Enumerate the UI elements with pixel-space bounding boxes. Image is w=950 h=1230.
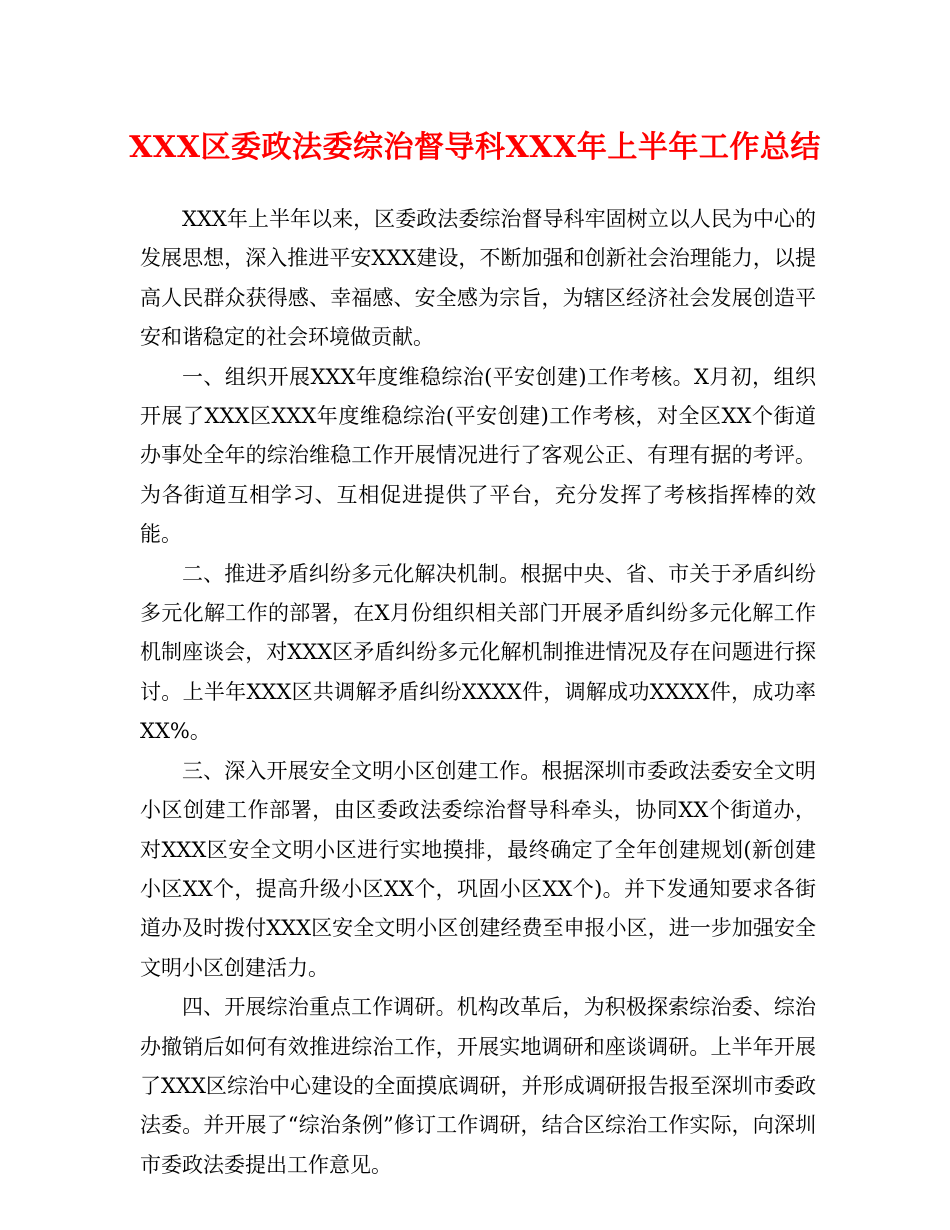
paragraph-intro: XXX年上半年以来，区委政法委综治督导科牢固树立以人民为中心的发展思想，深入推进平安XXX建设，不断加强和创新社会治理能力，以提高人民群众获得感、幸福感、安全感为宗旨，为辖区经济社会发展创造平安和谐稳定的社会环境做贡献。 <box>140 207 816 350</box>
document-title: XXX区委政法委综治督导科XXX年上半年工作总结 <box>129 130 821 165</box>
document-body <box>140 200 816 1185</box>
paragraph-section-4: 四、开展综治重点工作调研。机构改革后，为积极探索综治委、综治办撤销后如何有效推进综治工作，开展实地调研和座谈调研。上半年开展了XXX区综治中心建设的全面摸底调研，并形成调研报告报至深圳市委政法委。并开展了“综治条例”修订工作调研，结合区综治工作实际，向深圳市委政法委提出工作意见。 <box>140 995 816 1177</box>
paragraph-section-1: 一、组织开展XXX年度维稳综治(平安创建)工作考核。X月初，组织开展了XXX区XXX年度维稳综治(平安创建)工作考核，对全区XX个街道办事处全年的综治维稳工作开展情况进行了客观公正、有理有据的考评。为各街道互相学习、互相促进提供了平台，充分发挥了考核指挥棒的效能。 <box>140 364 816 547</box>
paragraph-section-2: 二、推进矛盾纠纷多元化解决机制。根据中央、省、市关于矛盾纠纷多元化解工作的部署，在X月份组织相关部门开展矛盾纠纷多元化解工作机制座谈会，对XXX区矛盾纠纷多元化解机制推进情况及存在问题进行探讨。上半年XXX区共调解矛盾纠纷XXXX件，调解成功XXXX件，成功率XX%。 <box>140 561 816 744</box>
paragraph-section-3: 三、深入开展安全文明小区创建工作。根据深圳市委政法委安全文明小区创建工作部署，由区委政法委综治督导科牵头，协同XX个街道办，对XXX区安全文明小区进行实地摸排，最终确定了全年创建规划(新创建小区XX个，提高升级小区XX个，巩固小区XX个)。并下发通知要求各街道办及时拨付XXX区安全文明小区创建经费至申报小区，进一步加强安全文明小区创建活力。 <box>140 758 816 980</box>
